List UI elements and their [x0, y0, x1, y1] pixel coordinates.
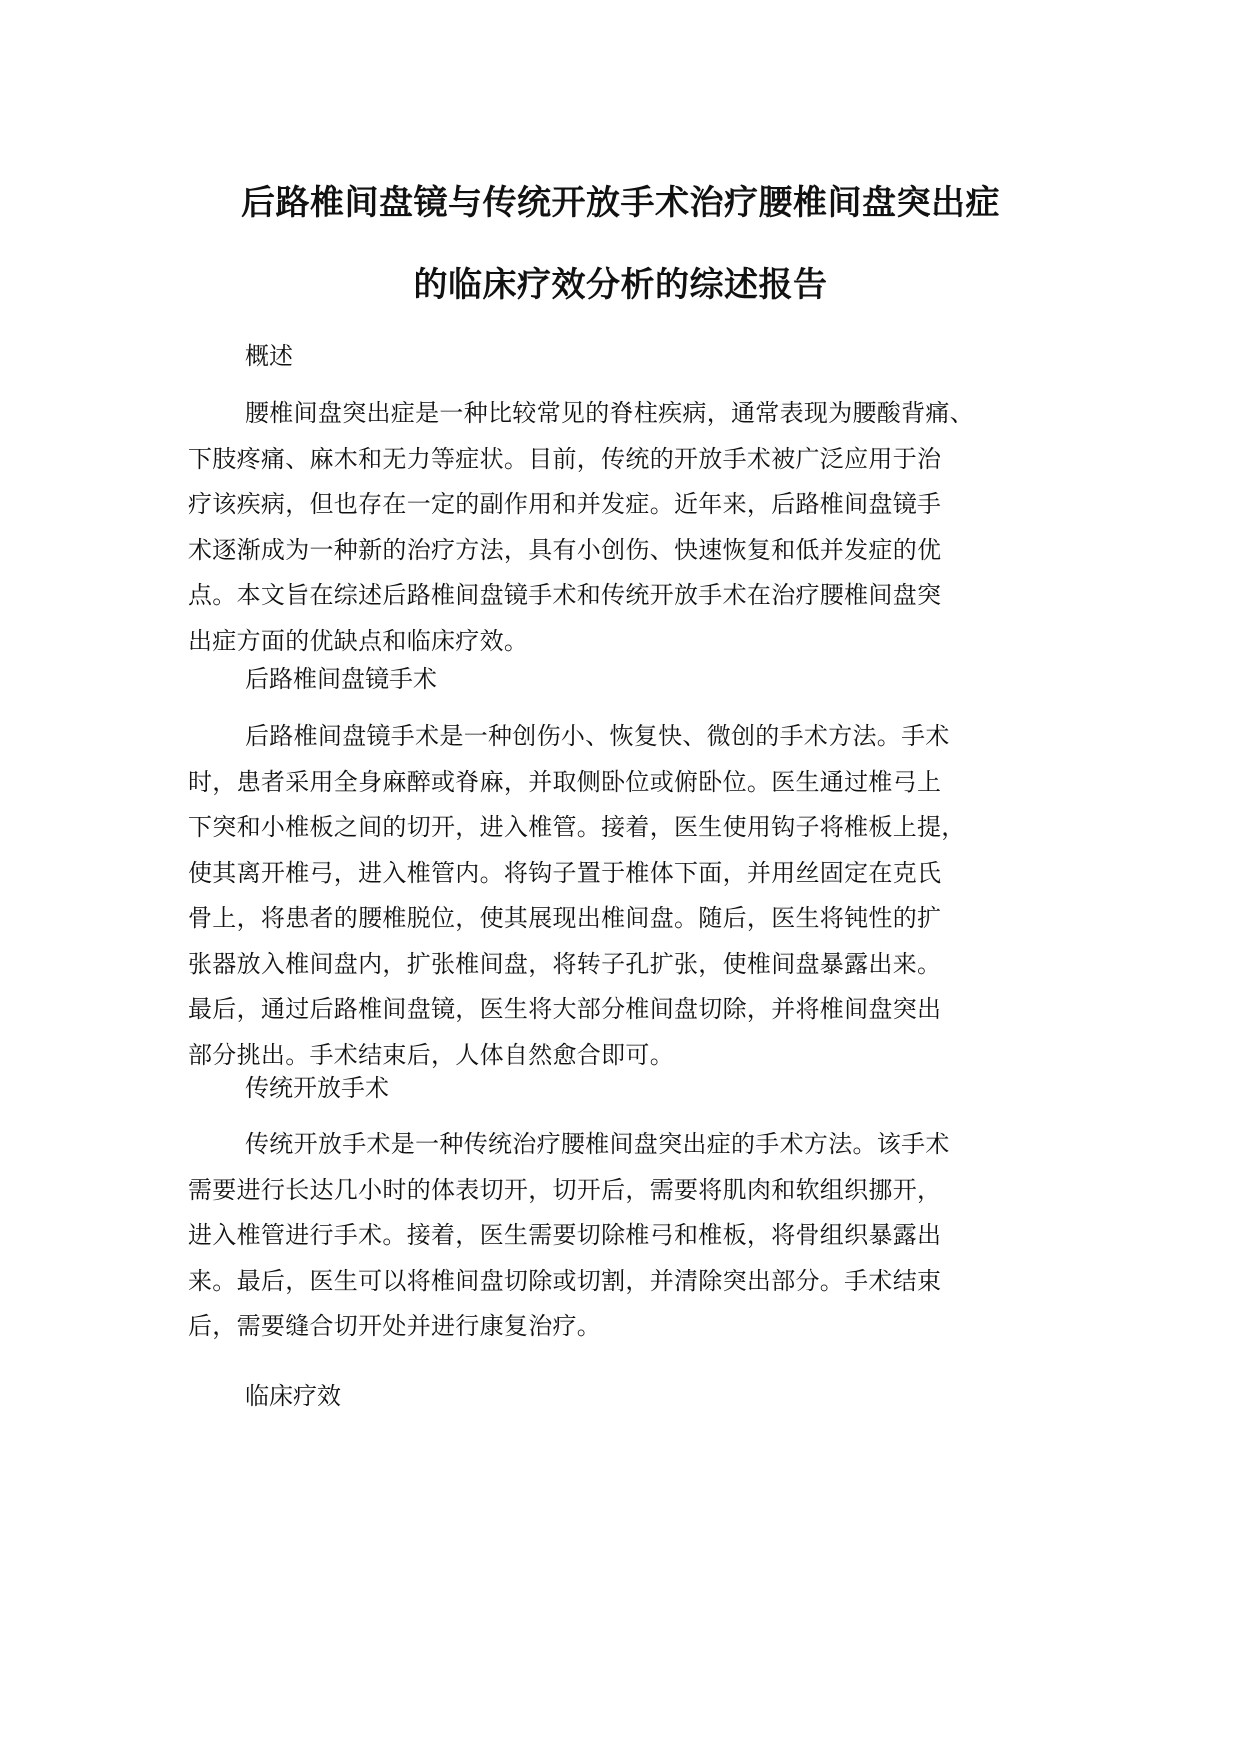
paragraph-line: 腰椎间盘突出症是一种比较常见的脊柱疾病，通常表现为腰酸背痛、 [245, 399, 974, 427]
paragraph-line: 下突和小椎板之间的切开，进入椎管。接着，医生使用钩子将椎板上提， [188, 813, 966, 841]
section-paragraph-open-surgery [188, 1129, 1088, 1357]
section-heading-clinical-efficacy: 临床疗效 [245, 1382, 341, 1410]
paragraph-line: 部分挑出。手术结束后，人体自然愈合即可。 [188, 1040, 674, 1069]
section-heading-endoscopy: 后路椎间盘镜手术 [245, 665, 437, 693]
paragraph-line: 出症方面的优缺点和临床疗效。 [188, 626, 529, 655]
paragraph-line: 后，需要缝合切开处并进行康复治疗。 [188, 1312, 602, 1340]
paragraph-line: 术逐渐成为一种新的治疗方法，具有小创伤、快速恢复和低并发症的优 [188, 535, 942, 564]
paragraph-line: 时，患者采用全身麻醉或脊麻，并取侧卧位或俯卧位。医生通过椎弓上 [188, 767, 942, 796]
paragraph-line: 下肢疼痛、麻木和无力等症状。目前，传统的开放手术被广泛应用于治 [188, 444, 942, 473]
paragraph-line: 张器放入椎间盘内，扩张椎间盘，将转子孔扩张，使椎间盘暴露出来。 [188, 949, 942, 978]
paragraph-line: 后路椎间盘镜手术是一种创伤小、恢复快、微创的手术方法。手术 [245, 722, 950, 750]
section-heading-overview: 概述 [245, 342, 293, 370]
section-paragraph-endoscopy [188, 721, 1088, 1085]
section-heading-open-surgery: 传统开放手术 [245, 1074, 389, 1102]
document-title-line-2: 的临床疗效分析的综述报告 [413, 265, 828, 305]
paragraph-line: 需要进行长达几小时的体表切开，切开后，需要将肌肉和软组织挪开， [188, 1175, 942, 1204]
document-title-line-1: 后路椎间盘镜与传统开放手术治疗腰椎间盘突出症 [241, 183, 1000, 223]
paragraph-line: 最后，通过后路椎间盘镜，医生将大部分椎间盘切除，并将椎间盘突出 [188, 995, 942, 1023]
paragraph-line: 来。最后，医生可以将椎间盘切除或切割，并清除突出部分。手术结束 [188, 1266, 942, 1295]
paragraph-line: 进入椎管进行手术。接着，医生需要切除椎弓和椎板，将骨组织暴露出 [188, 1221, 942, 1249]
section-paragraph-overview [188, 398, 1088, 671]
paragraph-line: 使其离开椎弓，进入椎管内。将钩子置于椎体下面，并用丝固定在克氏 [188, 858, 942, 887]
paragraph-line: 点。本文旨在综述后路椎间盘镜手术和传统开放手术在治疗腰椎间盘突 [188, 581, 942, 609]
paragraph-line: 传统开放手术是一种传统治疗腰椎间盘突出症的手术方法。该手术 [245, 1130, 950, 1158]
paragraph-line: 疗该疾病，但也存在一定的副作用和并发症。近年来，后路椎间盘镜手 [188, 490, 942, 518]
paragraph-line: 骨上，将患者的腰椎脱位，使其展现出椎间盘。随后，医生将钝性的扩 [188, 904, 942, 932]
